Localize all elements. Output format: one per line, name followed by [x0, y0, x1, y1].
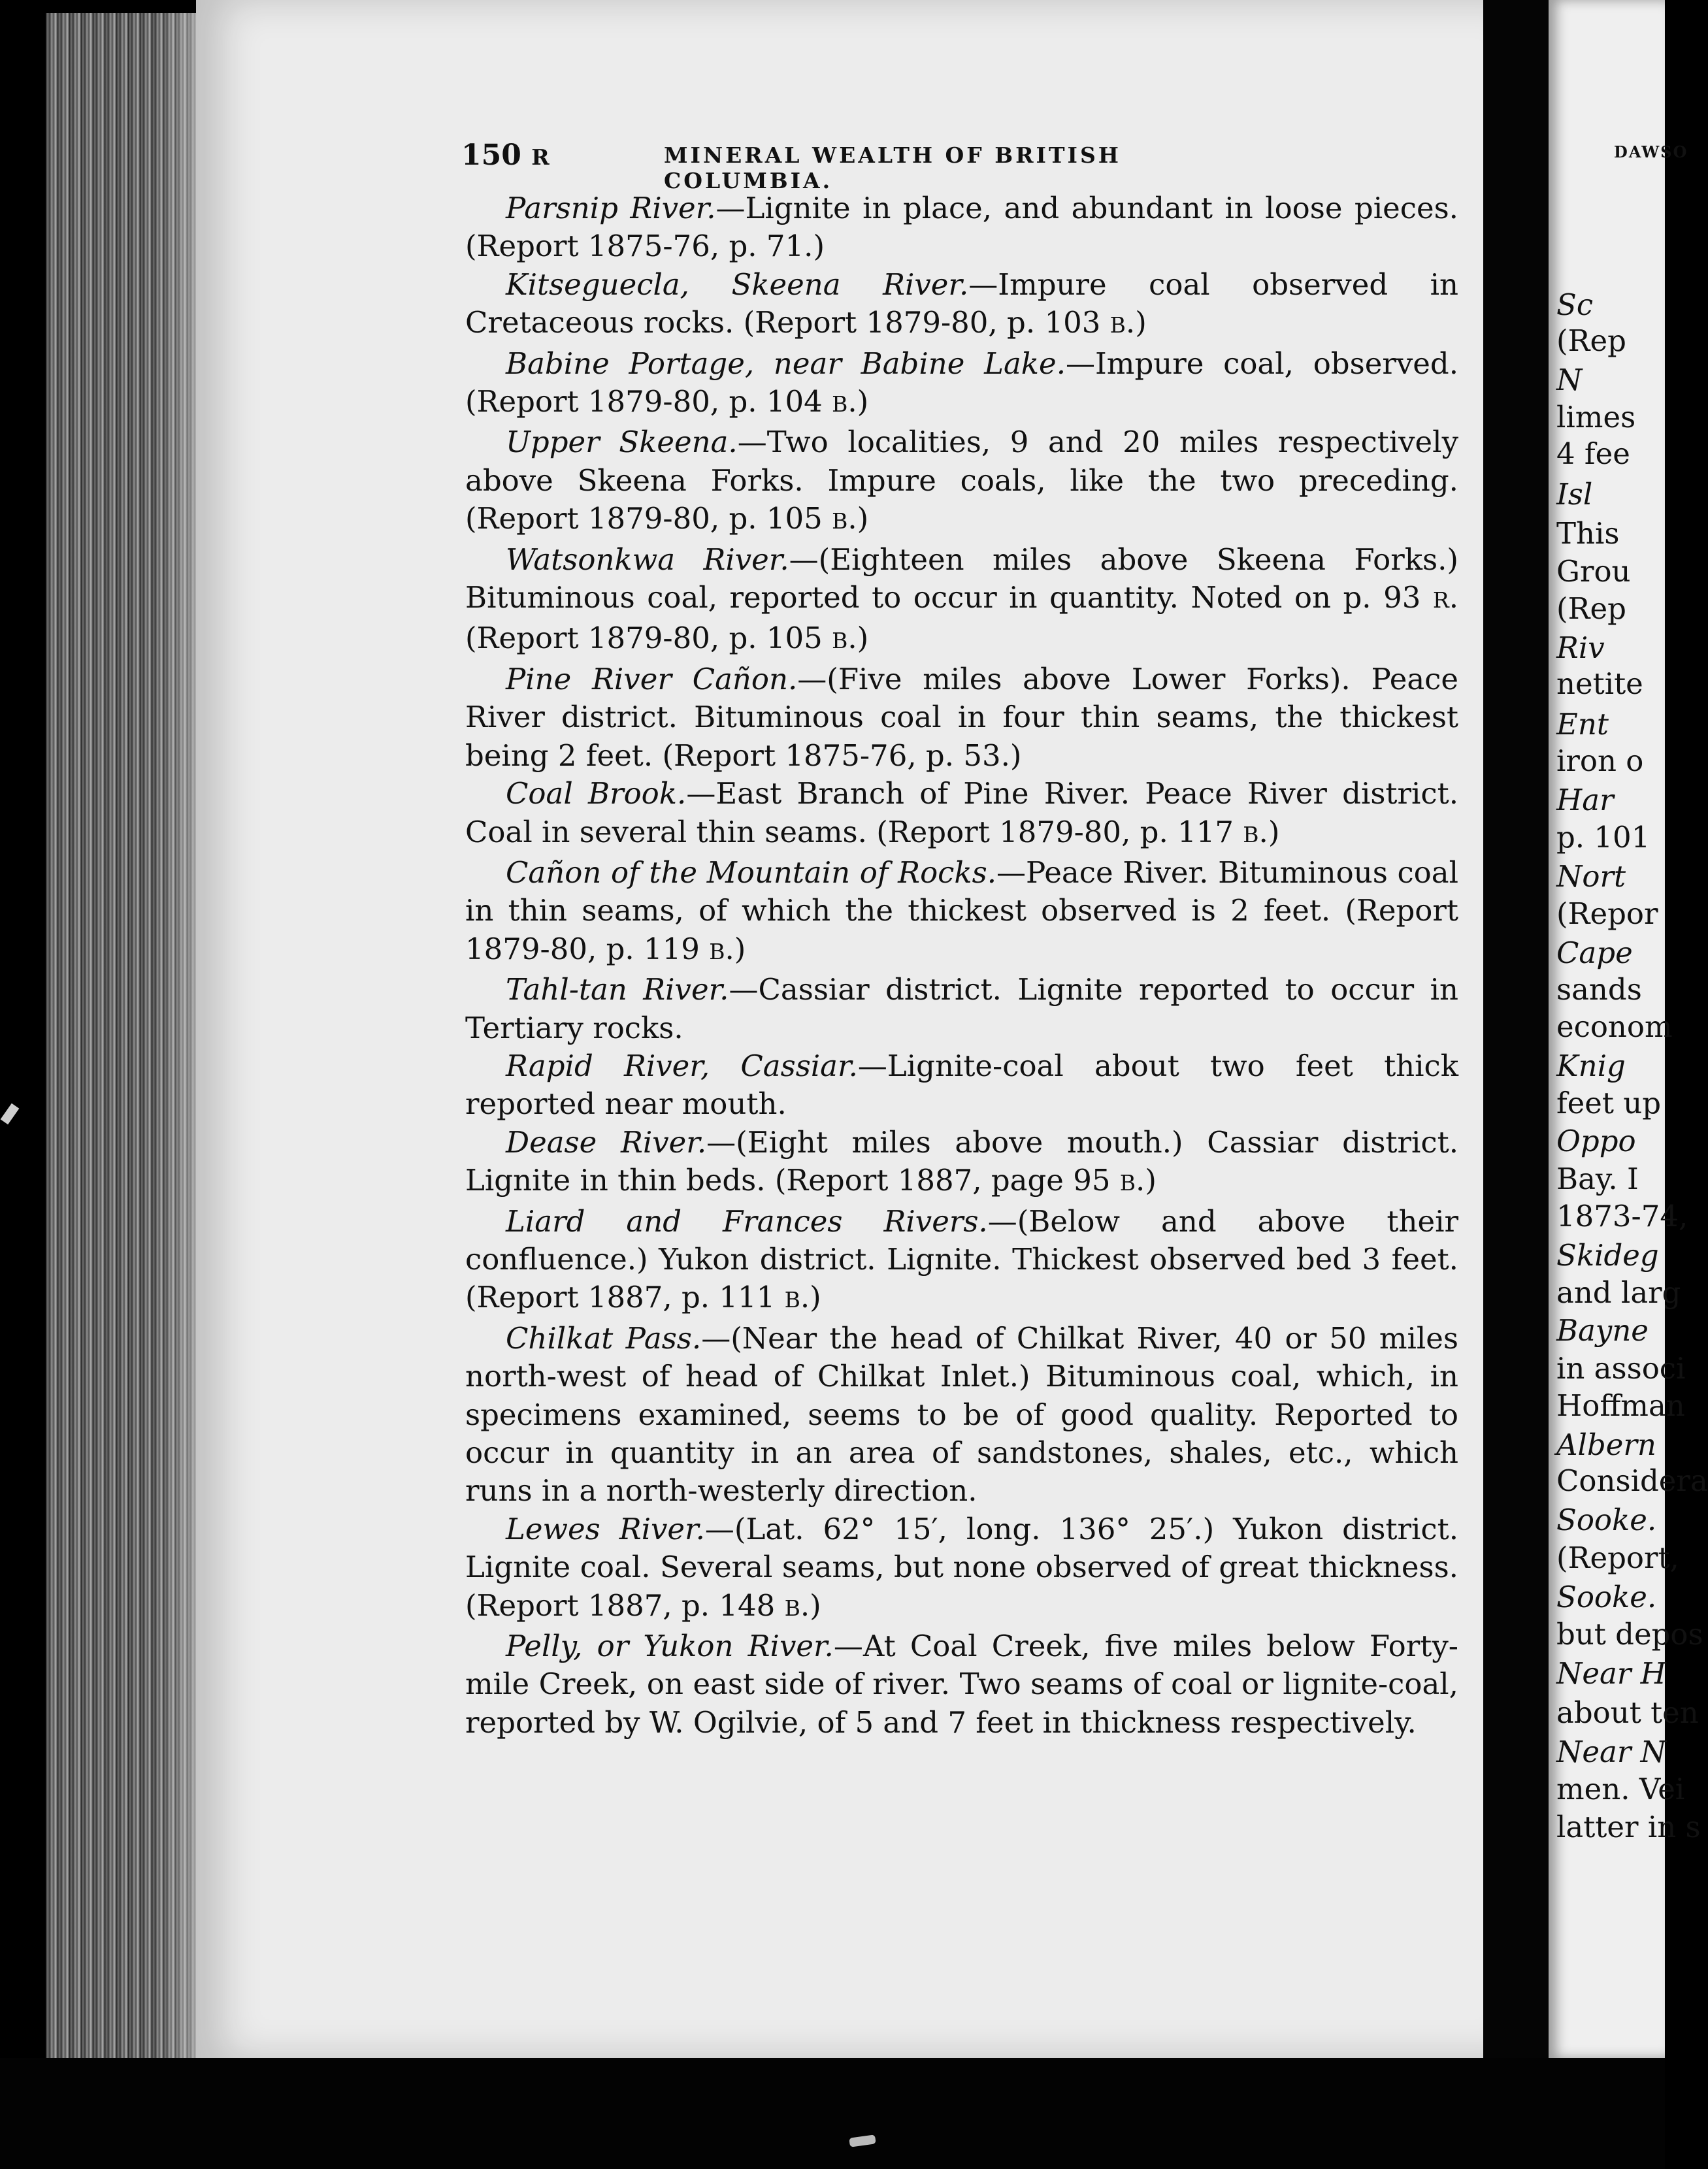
right-page-line-fragment: Near N — [1556, 1735, 1667, 1769]
entry-report-ref: B — [1243, 821, 1259, 847]
entry-place-name: Parsnip River. — [506, 191, 716, 225]
page-number-value: 150 — [461, 139, 521, 172]
right-page-line-fragment: Albern — [1556, 1427, 1656, 1462]
entry-text-end: .) — [1258, 814, 1280, 849]
right-page-line-fragment: Sc — [1556, 287, 1594, 322]
right-page-line-fragment: Har — [1556, 783, 1614, 817]
entry-place-name: Upper Skeena. — [506, 425, 738, 460]
right-page-line-fragment: Ent — [1556, 707, 1609, 742]
entry-report-ref: B — [1109, 312, 1126, 338]
entry-paragraph — [465, 1627, 1458, 1742]
right-page-line-fragment: Cape — [1556, 936, 1633, 970]
right-page-line-fragment: Nort — [1556, 859, 1626, 894]
entry-paragraph — [465, 345, 1458, 424]
entry-text-end: .) — [725, 931, 746, 966]
entry-text-end: .) — [847, 621, 869, 656]
entry-text: —(Below and above their confluence.) Yukon district. Lignite. Thickest observed bed 3 feet. (Report 1887, p. 111 — [465, 1203, 1458, 1315]
entry-text: —Impure coal, observed. (Report 1879-80, p. 104 — [465, 346, 1458, 419]
entry-paragraph — [465, 1124, 1458, 1203]
right-page-line-fragment: iron o — [1556, 743, 1644, 778]
entry-text: —(Five miles above Lower Forks). Peace River district. Bituminous coal in four thin seams, the thickest being 2 feet. (Report 1875-76, p. 53.) — [465, 661, 1458, 773]
entry-place-name: Lewes River. — [506, 1511, 705, 1546]
right-page-line-fragment: in associ — [1556, 1351, 1686, 1386]
entry-paragraph — [465, 1203, 1458, 1320]
right-page-line-fragment: N — [1556, 363, 1583, 397]
right-page-line-fragment: Isl — [1556, 477, 1593, 512]
entry-report-ref: B — [784, 1287, 800, 1313]
entry-text-end: .) — [1136, 1163, 1157, 1198]
entry-paragraph — [465, 189, 1458, 266]
right-page-line-fragment: (Rep — [1556, 323, 1626, 358]
entry-text: —(Lat. 62° 15′, long. 136° 25′.) Yukon district. Lignite coal. Several seams, but none observed of great thickness. (Report 1887, p. 148 — [465, 1511, 1458, 1623]
right-page-line-fragment: (Report, — [1556, 1541, 1679, 1575]
entry-place-name: Liard and Frances Rivers. — [506, 1203, 988, 1239]
right-page-line-fragment: Considera — [1556, 1463, 1708, 1498]
right-page-line-fragment: Knig — [1556, 1049, 1626, 1083]
entry-place-name: Dease River. — [506, 1124, 707, 1160]
entry-text-end: . (Report 1879-80, p. 105 — [465, 580, 1458, 656]
entry-place-name: Rapid River, Cassiar. — [506, 1048, 858, 1083]
right-page-line-fragment: sands — [1556, 972, 1642, 1007]
right-page-line-fragment: netite — [1556, 666, 1643, 701]
entry-paragraph — [465, 266, 1458, 345]
entry-text: —Impure coal observed in Cretaceous rocks. (Report 1879-80, p. 103 — [465, 267, 1458, 340]
entry-paragraph — [465, 971, 1458, 1047]
entry-report-ref: B — [784, 1595, 800, 1621]
entry-text-end: .) — [847, 384, 869, 419]
right-page-line-fragment: econom — [1556, 1009, 1673, 1044]
right-page-line-fragment: This — [1556, 516, 1620, 551]
entry-place-name: Babine Portage, near Babine Lake. — [506, 346, 1066, 381]
right-page-line-fragment: Bayne — [1556, 1313, 1649, 1348]
running-title: MINERAL WEALTH OF BRITISH COLUMBIA. — [664, 142, 1121, 193]
right-page-line-fragment: Hoffman — [1556, 1388, 1685, 1423]
entry-place-name: Cañon of the Mountain of Rocks. — [506, 855, 997, 890]
entry-place-name: Kitseguecla, Skeena River. — [506, 267, 969, 302]
entry-place-name: Chilkat Pass. — [506, 1320, 702, 1356]
entry-paragraph — [465, 541, 1458, 660]
entry-place-name: Coal Brook. — [506, 776, 687, 811]
entry-place-name: Watsonkwa River. — [506, 542, 789, 577]
right-page-line-fragment: 4 fee — [1556, 436, 1630, 471]
entry-report-ref: B — [832, 391, 848, 417]
right-page-line-fragment: men. Vei — [1556, 1772, 1685, 1806]
entry-text: —Lignite in place, and abundant in loose pieces. (Report 1875-76, p. 71.) — [465, 191, 1458, 264]
scan-background-left — [0, 0, 49, 2169]
right-page-line-fragment: Skideg — [1556, 1238, 1659, 1273]
entry-text-end: .) — [847, 501, 869, 536]
entry-paragraph — [465, 775, 1458, 854]
entry-paragraph — [465, 660, 1458, 775]
right-page-line-fragment: p. 101 — [1556, 820, 1651, 855]
entry-text: —Cassiar district. Lignite reported to occur in Tertiary rocks. — [465, 972, 1459, 1045]
entry-paragraph — [465, 1047, 1458, 1124]
right-page-header: DAWSO — [1614, 142, 1688, 161]
page-number-suffix: R — [531, 144, 550, 170]
right-page-line-fragment: (Rep — [1556, 591, 1626, 626]
entry-text: —Two localities, 9 and 20 miles respectively above Skeena Forks. Impure coals, like the two preceding. (Report 1879-80, p. 105 — [465, 425, 1458, 536]
entry-text: —Lignite-coal about two feet thick reported near mouth. — [465, 1048, 1458, 1122]
right-page-line-fragment: Bay. I — [1556, 1162, 1639, 1196]
right-page-line-fragment: Near H — [1556, 1656, 1666, 1691]
right-page-line-fragment: Grou — [1556, 554, 1631, 589]
entry-text: —(Near the head of Chilkat River, 40 or 50 miles north-west of head of Chilkat Inlet.) Bituminous coal, which, in specimens examined, seems to be of good quality. Reported to occur in quantity in an area of sandstones, shales, etc., which runs in a north-westerly direction. — [465, 1320, 1458, 1509]
right-page-line-fragment: Sooke. — [1556, 1503, 1657, 1537]
entry-text: —At Coal Creek, five miles below Forty-mile Creek, on east side of river. Two seams of coal or lignite-coal, reported by W. Ogilvie, of 5 and 7 feet in thickness respectively. — [465, 1629, 1458, 1740]
right-page-line-fragment: about ten — [1556, 1695, 1699, 1730]
entry-place-name: Pelly, or Yukon River. — [506, 1629, 834, 1664]
page-header — [461, 139, 1232, 193]
entry-text-end: .) — [1125, 305, 1147, 340]
entry-text: —(Eighteen miles above Skeena Forks.) Bituminous coal, reported to occur in quantity. Noted on p. 93 — [465, 542, 1458, 615]
entry-place-name: Pine River Cañon. — [506, 661, 798, 696]
scan-background-bottom — [0, 2058, 1665, 2169]
entry-text: —Peace River. Bituminous coal in thin seams, of which the thickest observed is 2 feet. (Report 1879-80, p. 119 — [465, 855, 1458, 966]
entry-text-end: .) — [800, 1280, 821, 1315]
right-page-line-fragment: feet up — [1556, 1086, 1662, 1120]
right-page-line-fragment: latter in s — [1556, 1810, 1701, 1844]
right-page-line-fragment: Sooke. — [1556, 1580, 1657, 1614]
right-page-line-fragment: but depos — [1556, 1617, 1703, 1652]
page-body — [465, 189, 1458, 1742]
entry-text: —(Eight miles above mouth.) Cassiar district. Lignite in thin beds. (Report 1887, page 95 — [465, 1124, 1459, 1198]
entry-text: —East Branch of Pine River. Peace River district. Coal in several thin seams. (Report 1879-80, p. 117 — [465, 776, 1459, 849]
entry-paragraph — [465, 854, 1458, 971]
entry-text-end: .) — [800, 1588, 821, 1623]
entry-place-name: Tahl-tan River. — [506, 972, 729, 1007]
right-page-line-fragment: Oppo — [1556, 1124, 1636, 1158]
right-page-line-fragment: limes — [1556, 400, 1636, 434]
entry-paragraph — [465, 423, 1458, 540]
entry-report-ref: B — [832, 628, 848, 654]
entry-report-ref: B — [709, 938, 725, 964]
entry-report-ref: B — [832, 508, 848, 534]
entry-report-ref: R — [1432, 587, 1449, 613]
page-number — [461, 139, 550, 172]
entry-report-ref: B — [1119, 1170, 1136, 1196]
entry-paragraph — [465, 1510, 1458, 1627]
right-page-line-fragment: and larg — [1556, 1275, 1681, 1310]
right-page-line-fragment: Riv — [1556, 630, 1605, 665]
right-page-line-fragment: (Repor — [1556, 896, 1658, 931]
entry-paragraph — [465, 1320, 1458, 1510]
right-page-line-fragment: 1873-74, — [1556, 1199, 1688, 1233]
